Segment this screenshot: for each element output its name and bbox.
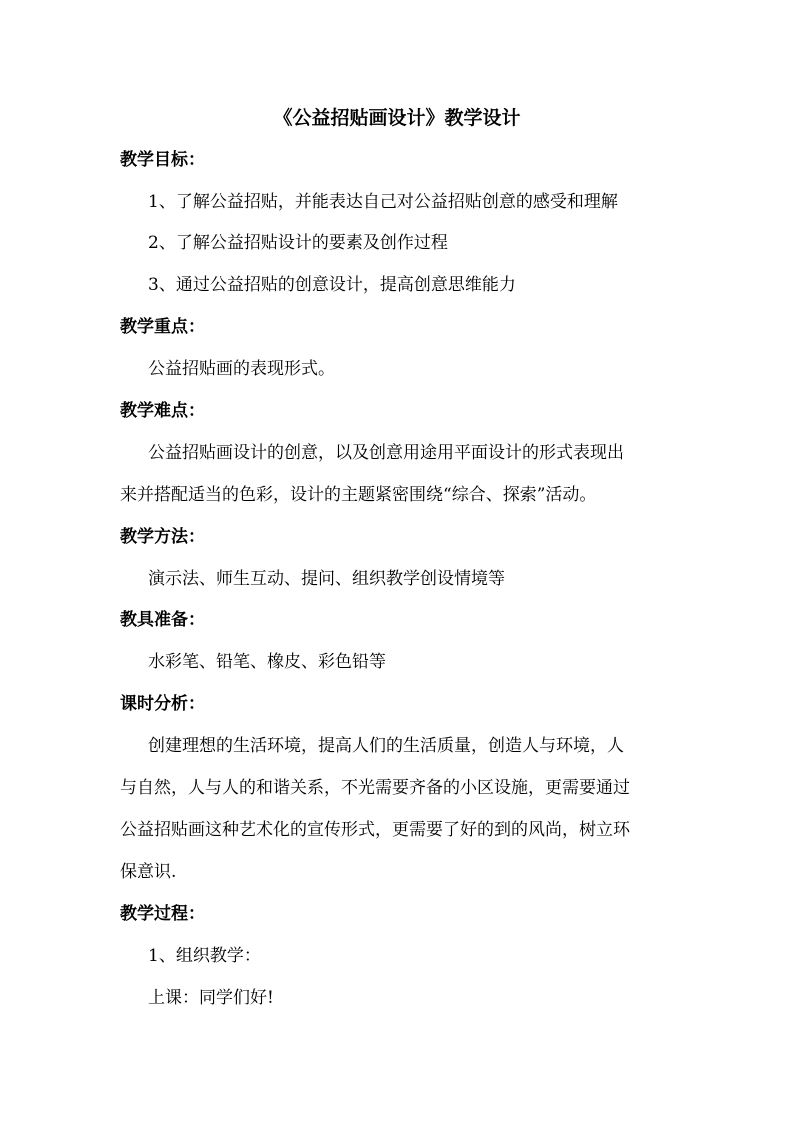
- analysis-line-4: 保意识.: [120, 862, 177, 882]
- analysis-line-1: 创建理想的生活环境，提高人们的生活质量，创造人与环境，人: [148, 736, 624, 756]
- objectives-heading: 教学目标：: [120, 150, 205, 170]
- objective-item-1: 1、了解公益招贴，并能表达自己对公益招贴创意的感受和理解: [148, 192, 618, 212]
- process-step-1: 1、组织教学：: [148, 946, 261, 966]
- tools-heading: 教具准备：: [120, 610, 205, 630]
- difficulties-line-1: 公益招贴画设计的创意，以及创意用途用平面设计的形式表现出: [148, 443, 624, 463]
- document-title: 《公益招贴画设计》教学设计: [273, 107, 521, 129]
- difficulties-heading: 教学难点：: [120, 401, 205, 421]
- process-greeting: 上课：同学们好!: [148, 988, 274, 1008]
- methods-heading: 教学方法：: [120, 527, 205, 547]
- analysis-line-2: 与自然，人与人的和谐关系，不光需要齐备的小区设施，更需要通过: [120, 778, 630, 798]
- difficulties-line-2: 来并搭配适当的色彩，设计的主题紧密围绕“综合、探索”活动。: [120, 485, 597, 505]
- methods-text: 演示法、师生互动、提问、组织教学创设情境等: [148, 569, 505, 589]
- tools-text: 水彩笔、铅笔、橡皮、彩色铅等: [148, 652, 386, 672]
- process-heading: 教学过程：: [120, 904, 205, 924]
- objective-item-2: 2、了解公益招贴设计的要素及创作过程: [148, 233, 448, 253]
- analysis-heading: 课时分析：: [120, 694, 205, 714]
- objective-item-3: 3、通过公益招贴的创意设计，提高创意思维能力: [148, 275, 516, 295]
- key-points-heading: 教学重点：: [120, 317, 205, 337]
- analysis-line-3: 公益招贴画这种艺术化的宣传形式，更需要了好的到的风尚，树立环: [120, 820, 630, 840]
- key-points-text: 公益招贴画的表现形式。: [148, 359, 335, 379]
